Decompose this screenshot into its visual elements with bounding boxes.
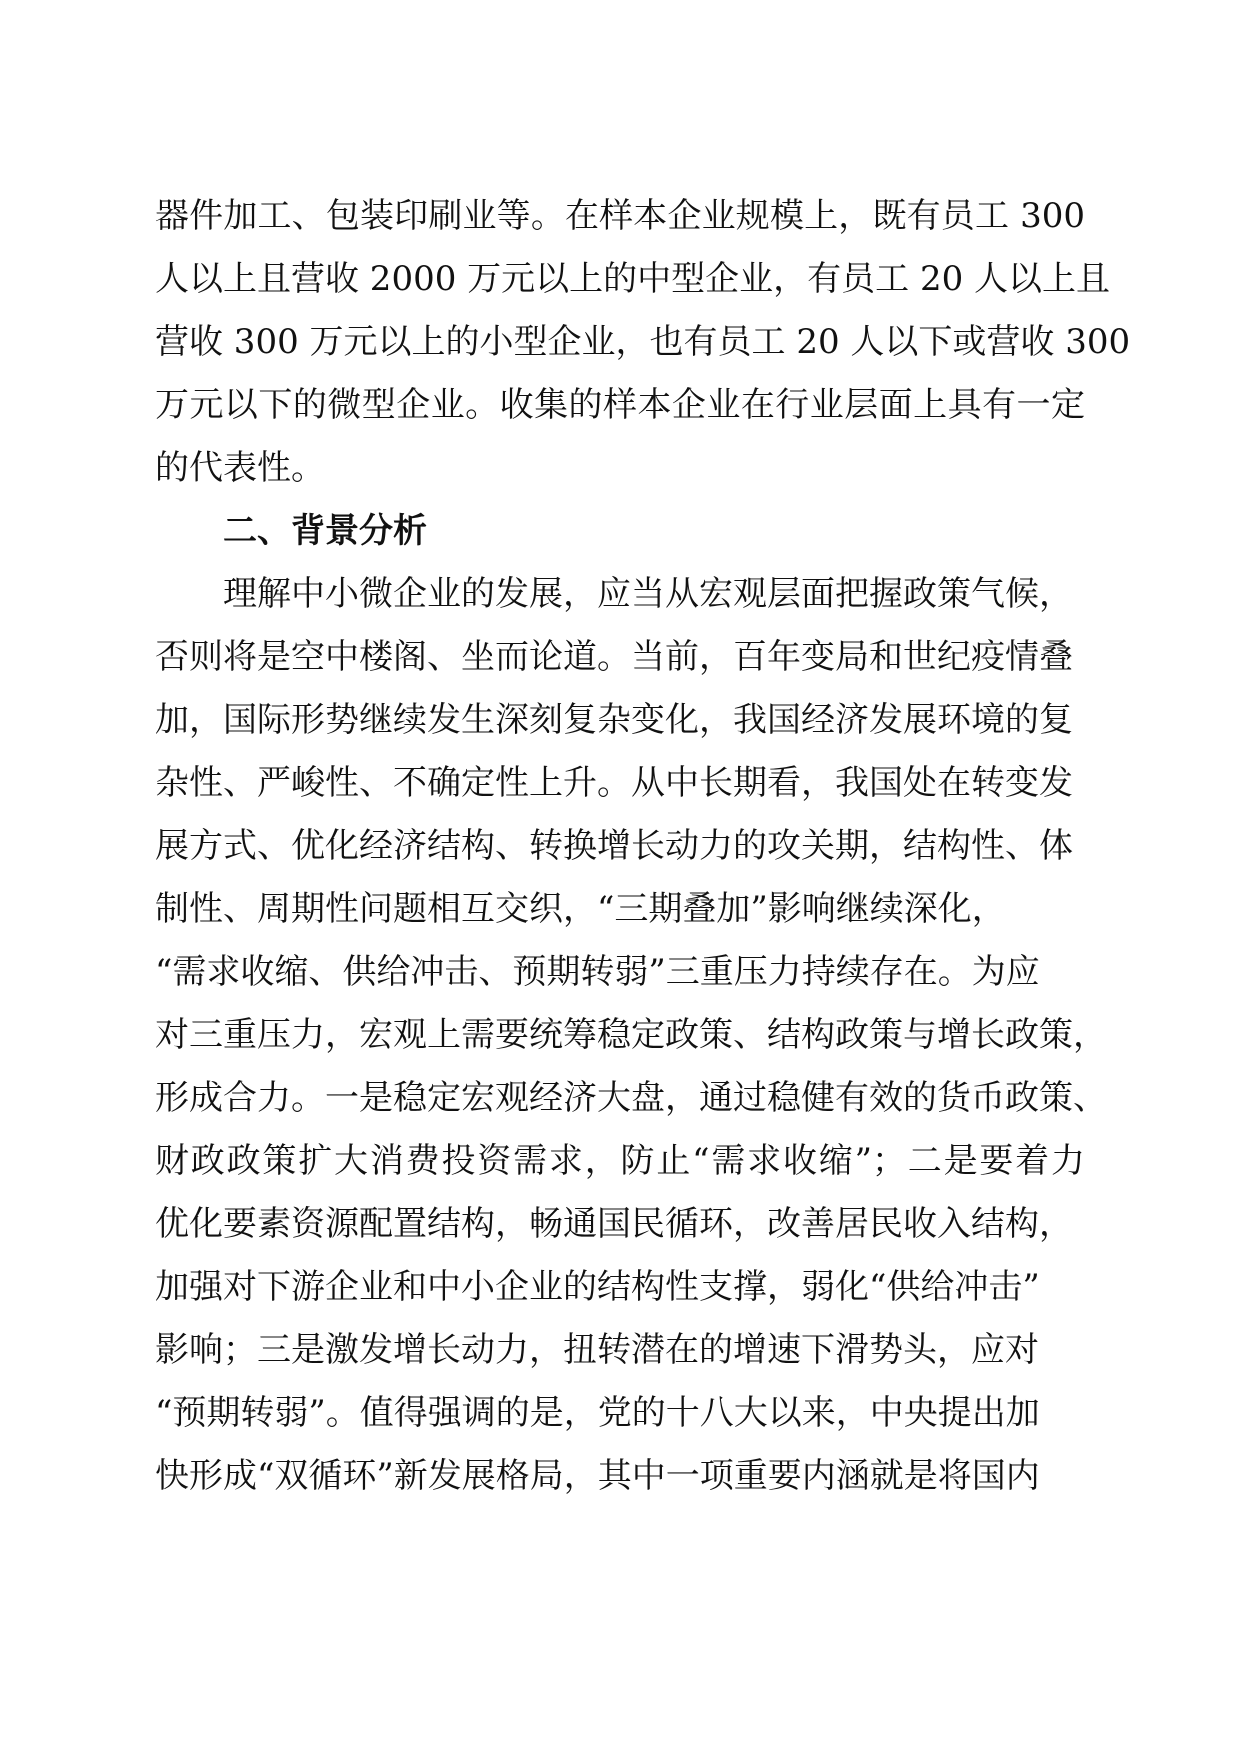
text-line-7: 理解中小微企业的发展，应当从宏观层面把握政策气候， (223, 574, 1073, 614)
text-line-13: “需求收缩、供给冲击、预期转弱”三重压力持续存在。为应 (155, 952, 1040, 992)
text-line-18: 加强对下游企业和中小企业的结构性支撑，弱化“供给冲击” (155, 1267, 1040, 1307)
text-line-8: 否则将是空中楼阁、坐而论道。当前，百年变局和世纪疫情叠 (155, 637, 1073, 677)
text-line-10: 杂性、严峻性、不确定性上升。从中长期看，我国处在转变发 (155, 763, 1073, 803)
text-line-4: 万元以下的微型企业。收集的样本企业在行业层面上具有一定 (155, 385, 1085, 425)
text-line-2: 人以上且营收 2000 万元以上的中型企业，有员工 20 人以上且 (155, 259, 1111, 299)
text-line-15: 形成合力。一是稳定宏观经济大盘，通过稳健有效的货币政策、 (155, 1078, 1107, 1118)
text-line-19: 影响；三是激发增长动力，扭转潜在的增速下滑势头，应对 (155, 1330, 1039, 1370)
text-line-17: 优化要素资源配置结构，畅通国民循环，改善居民收入结构， (155, 1204, 1073, 1244)
text-line-12: 制性、周期性问题相互交织，“三期叠加”影响继续深化， (155, 889, 1006, 929)
text-line-5: 的代表性。 (155, 448, 325, 488)
text-line-16: 财政政策扩大消费投资需求，防止“需求收缩”；二是要着力 (155, 1141, 1085, 1181)
text-line-3: 营收 300 万元以上的小型企业，也有员工 20 人以下或营收 300 (155, 322, 1131, 362)
text-line-11: 展方式、优化经济结构、转换增长动力的攻关期，结构性、体 (155, 826, 1073, 866)
text-line-9: 加，国际形势继续发生深刻复杂变化，我国经济发展环境的复 (155, 700, 1073, 740)
text-line-14: 对三重压力，宏观上需要统筹稳定政策、结构政策与增长政策， (155, 1015, 1107, 1055)
text-line-1: 器件加工、包装印刷业等。在样本企业规模上，既有员工 300 (155, 196, 1085, 236)
text-line-21: 快形成“双循环”新发展格局，其中一项重要内涵就是将国内 (155, 1456, 1040, 1496)
text-line-20: “预期转弱”。值得强调的是，党的十八大以来，中央提出加 (155, 1393, 1040, 1433)
body-text (155, 185, 1131, 1508)
section-heading: 二、背景分析 (223, 511, 427, 551)
